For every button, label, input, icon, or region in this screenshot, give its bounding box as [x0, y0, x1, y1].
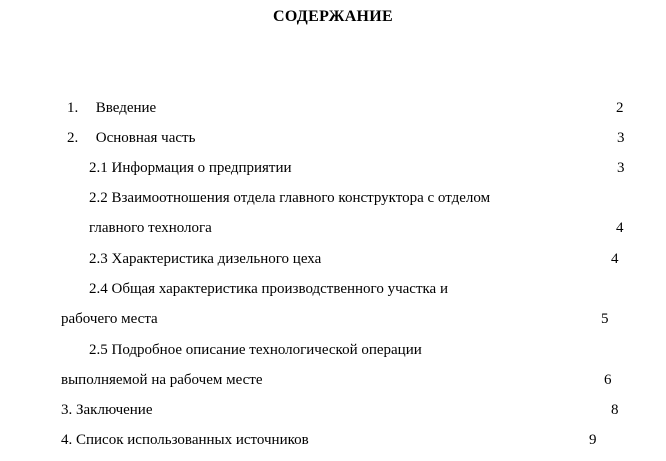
- toc-entry-page: 4: [616, 220, 624, 236]
- toc-entry-number: 2.: [67, 130, 79, 146]
- toc-entry-2-5-line2: выполняемой на рабочем месте: [61, 372, 263, 388]
- page-title: СОДЕРЖАНИЕ: [272, 8, 394, 25]
- toc-entry-2-4-line1: 2.4 Общая характеристика производственного участка и: [89, 281, 448, 297]
- toc-entry-page: 9: [589, 432, 597, 448]
- toc-entry-references: 4. Список использованных источников: [61, 432, 309, 448]
- toc-entry-page: 6: [604, 372, 612, 388]
- toc-entry-number: 1.: [67, 100, 79, 116]
- toc-entry-page: 3: [617, 160, 625, 176]
- toc-entry-2-4-line2: рабочего места: [61, 311, 158, 327]
- toc-entry-introduction: [67, 99, 156, 117]
- toc-entry-2-5-line1: 2.5 Подробное описание технологической операции: [89, 342, 422, 358]
- toc-entry-text: Введение: [95, 100, 157, 116]
- toc-entry-page: 4: [611, 251, 619, 267]
- toc-entry-2-3: 2.3 Характеристика дизельного цеха: [89, 251, 322, 267]
- toc-entry-text: Основная часть: [95, 130, 196, 146]
- toc-entry-2-2-line2: главного технолога: [89, 220, 212, 236]
- toc-entry-page: 8: [611, 402, 619, 418]
- toc-entry-page: 5: [601, 311, 609, 327]
- toc-entry-page: 2: [616, 100, 624, 116]
- toc-entry-2-2-line1: 2.2 Взаимоотношения отдела главного конструктора с отделом: [89, 190, 491, 206]
- toc-entry-2-1: 2.1 Информация о предприятии: [89, 160, 292, 176]
- toc-entry-main-part: [67, 129, 195, 147]
- toc-entry-page: 3: [617, 130, 625, 146]
- toc-entry-conclusion: 3. Заключение: [61, 402, 153, 418]
